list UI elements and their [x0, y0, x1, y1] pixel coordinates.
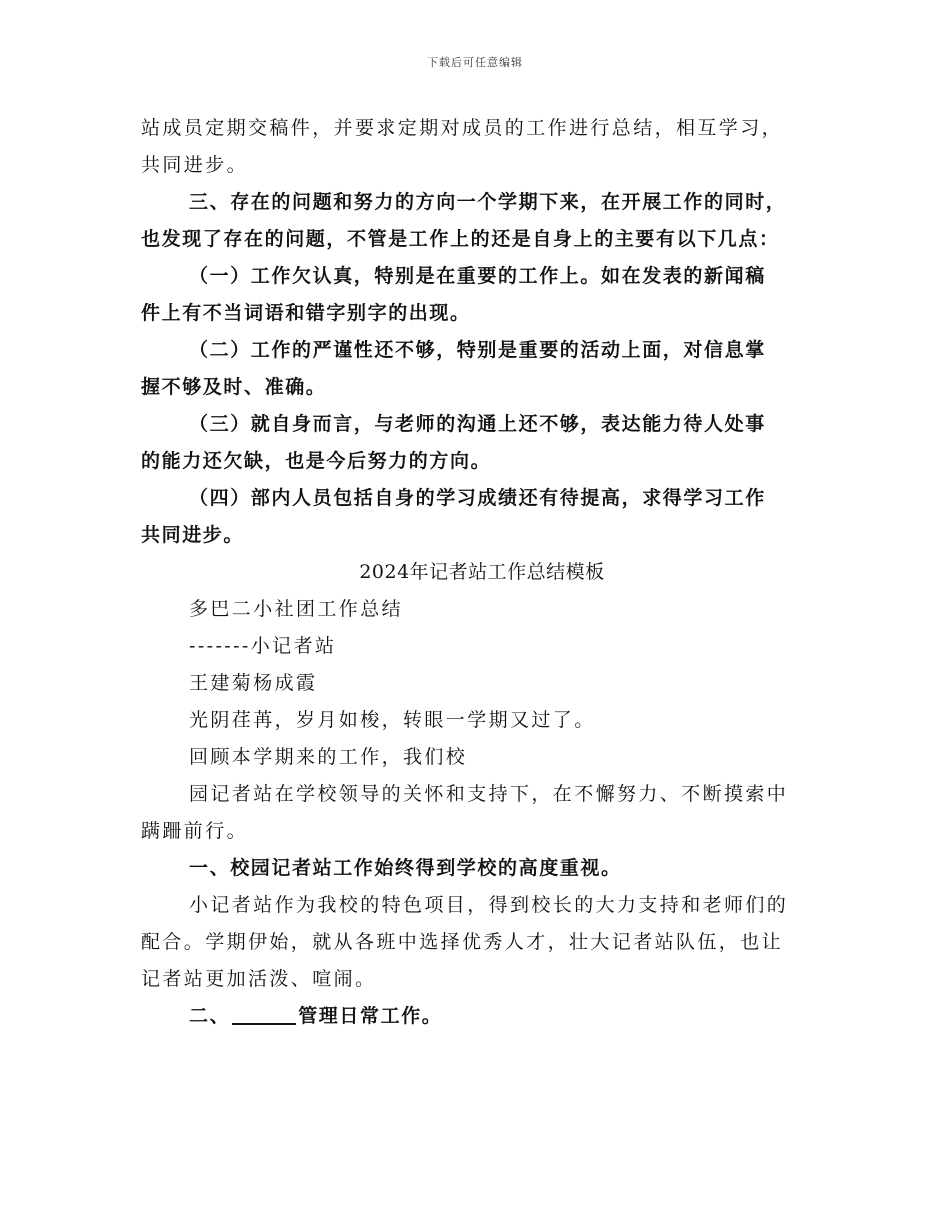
heading-two-prefix: 二、 [189, 1005, 231, 1027]
paragraph-station-support [141, 887, 823, 998]
text-line: 件上有不当词语和错字别字的出现。 [141, 302, 471, 324]
text-line: 蹒跚前行。 [141, 820, 249, 842]
text-line: 三、存在的问题和努力的方向一个学期下来，在开展工作的同时， [189, 191, 787, 213]
paragraph-problem-3 [141, 406, 823, 480]
paragraph-continuation [141, 110, 823, 184]
body-line: -------小记者站 [189, 635, 337, 657]
text-line: 记者站更加活泼、喧闹。 [141, 968, 377, 990]
body-line: 光阴荏苒，岁月如梭，转眼一学期又过了。 [189, 709, 596, 731]
section-title: 2024年记者站工作总结模板 [359, 561, 605, 583]
body-line: 王建菊杨成霞 [189, 672, 318, 694]
text-line: 也发现了存在的问题，不管是工作上的还是自身上的主要有以下几点： [141, 228, 780, 250]
paragraph-problems-heading [141, 184, 823, 258]
document-content [141, 110, 823, 1035]
heading-one: 一、校园记者站工作始终得到学校的高度重视。 [189, 857, 622, 879]
heading-two-suffix: 管理日常工作。 [298, 1005, 443, 1027]
body-line: 多巴二小社团工作总结 [189, 598, 404, 620]
paragraph-problem-2 [141, 332, 823, 406]
text-line: 共同进步。 [141, 154, 249, 176]
text-line: （三）就自身而言，与老师的沟通上还不够，表达能力待人处事 [189, 413, 766, 435]
body-line: 回顾本学期来的工作，我们校 [189, 746, 468, 768]
text-line: （二）工作的严谨性还不够，特别是重要的活动上面，对信息掌 [189, 339, 766, 361]
text-line: 握不够及时、准确。 [141, 376, 327, 398]
paragraph-problem-4 [141, 480, 823, 554]
paragraph-problem-1 [141, 258, 823, 332]
paragraph-station-intro [141, 776, 823, 850]
text-line: （一）工作欠认真，特别是在重要的工作上。如在发表的新闻稿 [189, 265, 766, 287]
text-line: （四）部内人员包括自身的学习成绩还有待提高，求得学习工作 [189, 487, 766, 509]
text-line: 小记者站作为我校的特色项目，得到校长的大力支持和老师们的 [189, 894, 789, 916]
header-note: 下载后可任意编辑 [427, 56, 523, 69]
text-line: 共同进步。 [141, 524, 245, 546]
text-line: 站成员定期交稿件，并要求定期对成员的工作进行总结，相互学习， [141, 117, 784, 139]
fill-in-blank [232, 1003, 296, 1025]
text-line: 园记者站在学校领导的关怀和支持下，在不懈努力、不断摸索中 [189, 783, 789, 805]
heading-two [141, 998, 823, 1035]
text-line: 配合。学期伊始，就从各班中选择优秀人才，壮大记者站队伍，也让 [141, 931, 784, 953]
text-line: 的能力还欠缺，也是今后努力的方向。 [141, 450, 492, 472]
